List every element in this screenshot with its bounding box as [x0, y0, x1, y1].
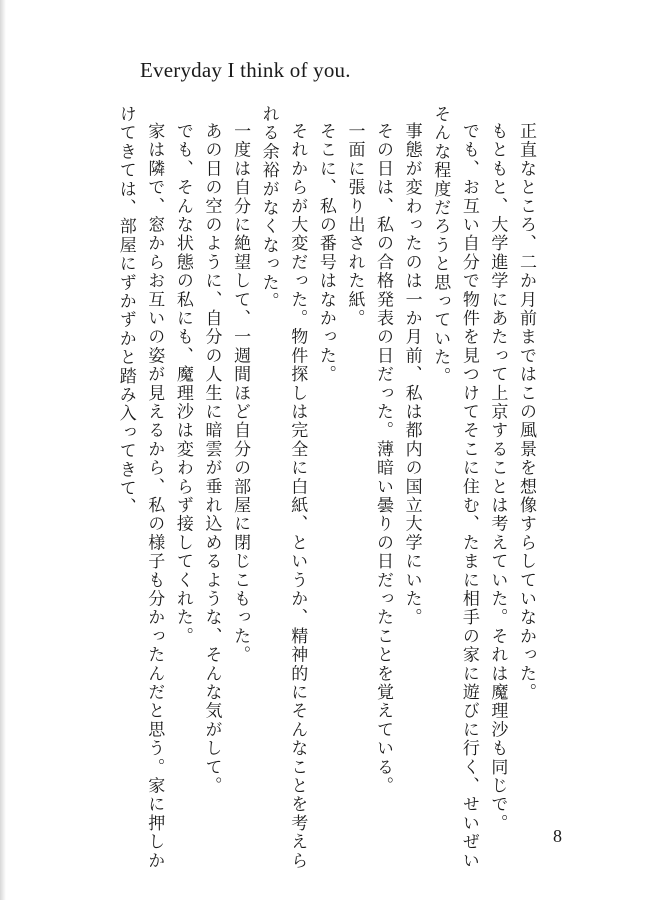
text-line-3: でも、お互い自分で物件を見つけてそこに住む、たまに相手の家に遊びに行く、せいぜい	[458, 122, 479, 870]
text-line-14: 家は隣で、窓からお互いの姿が見えるから、私の様子も分かったんだと思う。家に押しか	[144, 122, 165, 870]
text-line-6: その日は、私の合格発表の日だった。薄暗い曇りの日だったことを覚えている。	[373, 122, 394, 796]
vertical-body-text	[111, 105, 540, 875]
text-line-2: もともと、大学進学にあたって上京することは考えていた。それは魔理沙も同じで。	[487, 122, 508, 833]
text-line-9: それからが大変だった。物件探しは完全に白紙、というか、精神的にそんなことを考えら	[287, 122, 308, 870]
chapter-title: Everyday I think of you.	[140, 58, 351, 82]
text-line-10: れる余裕がなくなった。	[258, 105, 279, 311]
text-line-8: そこに、私の番号はなかった。	[315, 122, 336, 384]
text-line-15: けてきては、部屋にずかずかと踏み入ってきて、	[115, 105, 136, 517]
text-line-4: そんな程度だろうと思っていた。	[430, 105, 451, 386]
page-number: 8	[553, 826, 562, 846]
text-line-5: 事態が変わったのは一か月前、私は都内の国立大学にいた。	[401, 122, 422, 627]
text-line-12: あの日の空のように、自分の人生に暗雲が垂れ込めるような、そんな気がして。	[201, 122, 222, 796]
text-line-1: 正直なところ、二か月前まではこの風景を想像すらしていなかった。	[516, 122, 536, 702]
text-line-7: 一面に張り出された紙。	[344, 122, 365, 328]
text-line-13: でも、そんな状態の私にも、魔理沙は変わらず接してくれた。	[172, 122, 193, 646]
text-line-11: 一度は自分に絶望して、一週間ほど自分の部屋に閉じこもった。	[230, 122, 251, 665]
page-edge-shadow	[0, 0, 6, 900]
